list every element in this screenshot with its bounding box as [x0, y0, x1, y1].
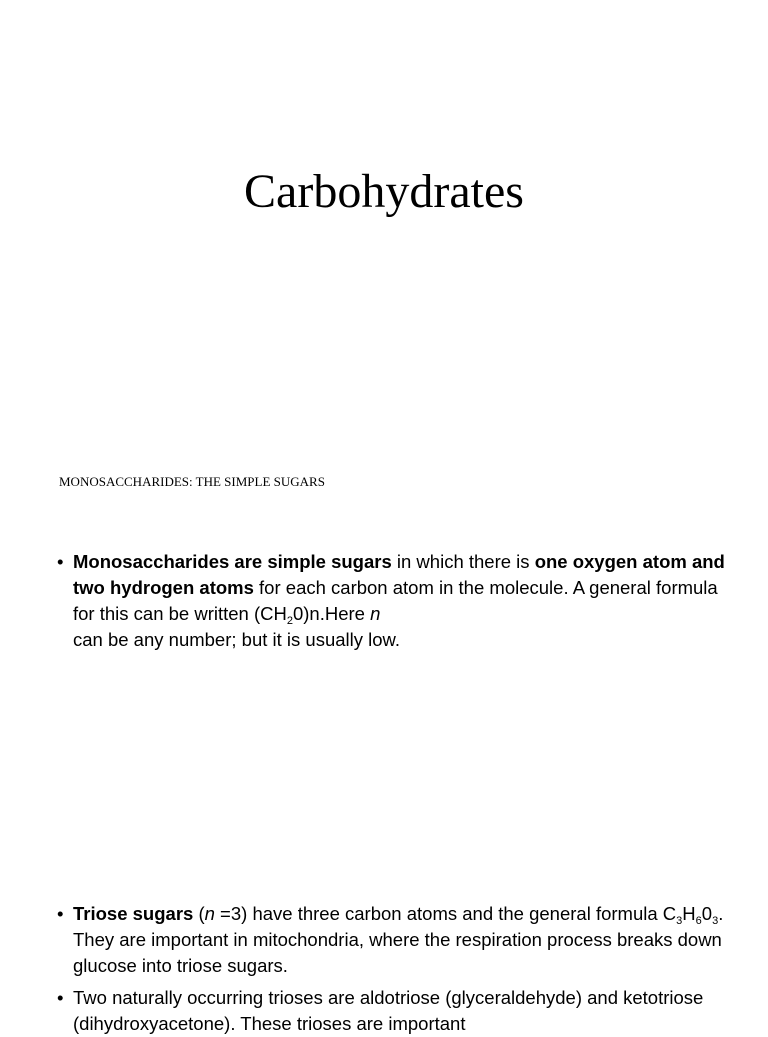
section-heading: MONOSACCHARIDES: THE SIMPLE SUGARS	[59, 474, 325, 489]
bullet-text: 0	[701, 903, 713, 924]
subscript: 3	[712, 915, 719, 927]
variable-n: n	[370, 603, 381, 624]
bullet-term: Monosaccharides are simple sugars	[73, 551, 392, 572]
slide-title: Carbohydrates	[244, 165, 524, 218]
bullet-text: H	[682, 903, 696, 924]
subscript: 6	[695, 915, 702, 927]
bullet-text: 0)n.Here	[292, 603, 371, 624]
bullet-marker: •	[57, 987, 64, 1008]
bullet-term: Triose sugars	[73, 903, 194, 924]
bullet-emphasis: one oxygen atom and two hydrogen atoms	[73, 551, 725, 598]
bullet-text: can be any number; but it is usually low.	[73, 629, 401, 650]
variable-n: n	[204, 903, 215, 924]
bullet-marker: •	[57, 903, 64, 924]
bullet-monosaccharides	[57, 549, 733, 653]
bullet-text: =3) have three carbon atoms and the general formula C	[214, 903, 677, 924]
bullet-text: . They are important in mitochondria, where the respiration process breaks down glucose into triose sugars.	[73, 903, 724, 976]
bullet-text: (	[193, 903, 205, 924]
bullet-marker: •	[57, 551, 64, 572]
bullet-text: for each carbon atom in the molecule. A general formula for this can be written (CH	[73, 577, 718, 624]
bullet-natural-trioses	[57, 985, 733, 1037]
subscript: 2	[286, 615, 293, 627]
subscript: 3	[676, 915, 683, 927]
bullet-text: Two naturally occurring trioses are aldotriose (glyceraldehyde) and ketotriose (dihydroxyacetone). These trioses are important	[73, 987, 704, 1034]
bullet-text: in which there is	[391, 551, 535, 572]
bullet-triose-sugars	[57, 901, 733, 979]
